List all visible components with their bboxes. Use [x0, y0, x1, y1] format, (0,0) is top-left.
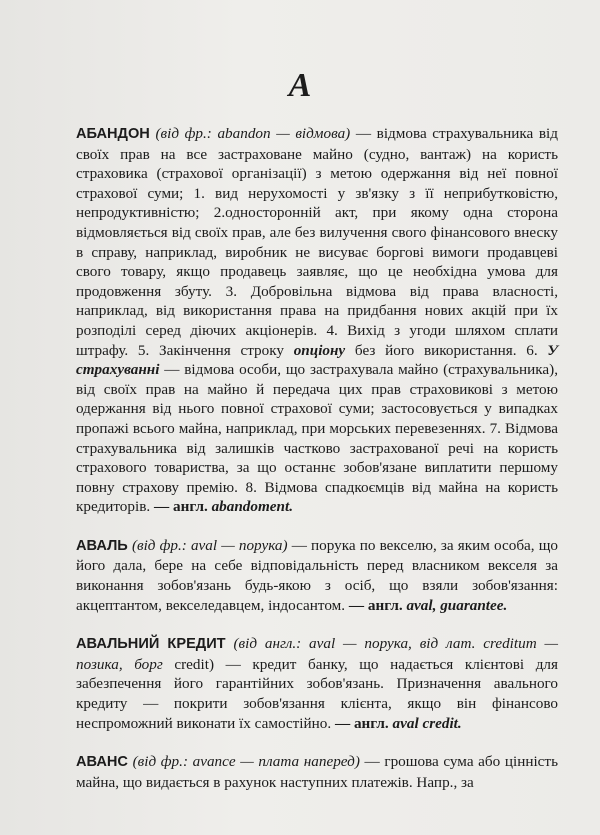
- english-term: aval, guarantee.: [402, 596, 508, 614]
- entry-avans: [76, 752, 558, 792]
- entry-aval-credit: [76, 634, 558, 733]
- entry-etymology: (від англ.: aval — порука, від лат. creditum — позика, борг: [76, 635, 559, 673]
- english-prefix: — англ.: [153, 498, 208, 516]
- entry-text: — порука по векселю, за яким особа, що його дала, бере на себе відповідальність перед власником векселя за виконання зобов'язань будь-якою з осіб, що взяли зобов'язання: акцептантом, векселедавцем, індосантом.: [76, 536, 558, 614]
- english-term: aval credit.: [388, 714, 462, 732]
- entry-text: — відмова особи, що застрахувала майно (страхувальника), від своїх прав на майно й передача цих прав страховикові з метою одержання від нього повної страхової суми; застосовується у випадках пропажі всього майна, наприклад, при морських перевезеннях. 7. Відмова страхувальника від залишків частково застрахованої речі на користь страхового товариства, за що останнє зобов'язане виплатити першому повну страхову премію. 8. Відмова спадкоємців від майна на користь кредиторів.: [76, 361, 558, 516]
- entry-headword: АВАЛЬ: [76, 537, 128, 554]
- entry-text: — відмова страхувальника від своїх прав на все застраховане майно (судно, вантаж) на користь страховика (страхової організації) з метою одержання від неї повної страхової суми; 1. вид нерухомості у зв'язку з її неприбутковістю, непродуктивністю; 2.односторонній акт, при якому одна сторона відмовляється від своїх прав, але без вилучення свого фінансового внеску в справу, наприклад, виробник не висуває боргові вимоги продавцеві свого товару, якщо продавець заявляє, що це необхідна умова для продовження збуту. 3. Добровільна відмова від права власності, наприклад, від використання права на придбання нових акцій при їх розподілі серед діючих акціонерів. 4. Вихід з угоди шляхом сплати штрафу. 5. Закінчення строку: [76, 125, 559, 359]
- section-letter: А: [288, 67, 312, 104]
- entry-etymology: (від фр.: aval — порука): [131, 536, 288, 554]
- entry-etymology: (від фр.: avance — плата наперед): [132, 753, 360, 771]
- entry-text: — грошова сума або цінність майна, що видається в рахунок наступних платежів. Напр., за: [76, 753, 558, 791]
- entry-text: без його використання. 6.: [345, 341, 548, 359]
- entry-etymology: (від фр.: abandon — відмова): [155, 125, 351, 142]
- english-prefix: — англ.: [334, 714, 389, 732]
- entry-headword: АБАНДОН: [76, 126, 150, 142]
- english-prefix: — англ.: [348, 596, 403, 614]
- entry-etymology-tail: credit): [162, 655, 215, 673]
- entry-headword: АВАЛЬНИЙ КРЕДИТ: [76, 636, 226, 653]
- entry-subhead: У страхуванні: [76, 341, 558, 379]
- entry-aval: [76, 536, 558, 615]
- entry-abandon: [76, 124, 558, 517]
- entry-text: — кредит банку, що надається клієнтові для забезпечення його гарантійних зобов'язань. Призначення авального кредиту — покрити зобов'язання клієнта, якщо він фінансово неспроможний виконати їх самостійно.: [76, 655, 558, 732]
- english-term: abandoment.: [207, 498, 293, 516]
- page-content: [76, 124, 558, 811]
- entry-crossref: опціону: [293, 341, 346, 359]
- entry-headword: АВАНС: [76, 754, 128, 771]
